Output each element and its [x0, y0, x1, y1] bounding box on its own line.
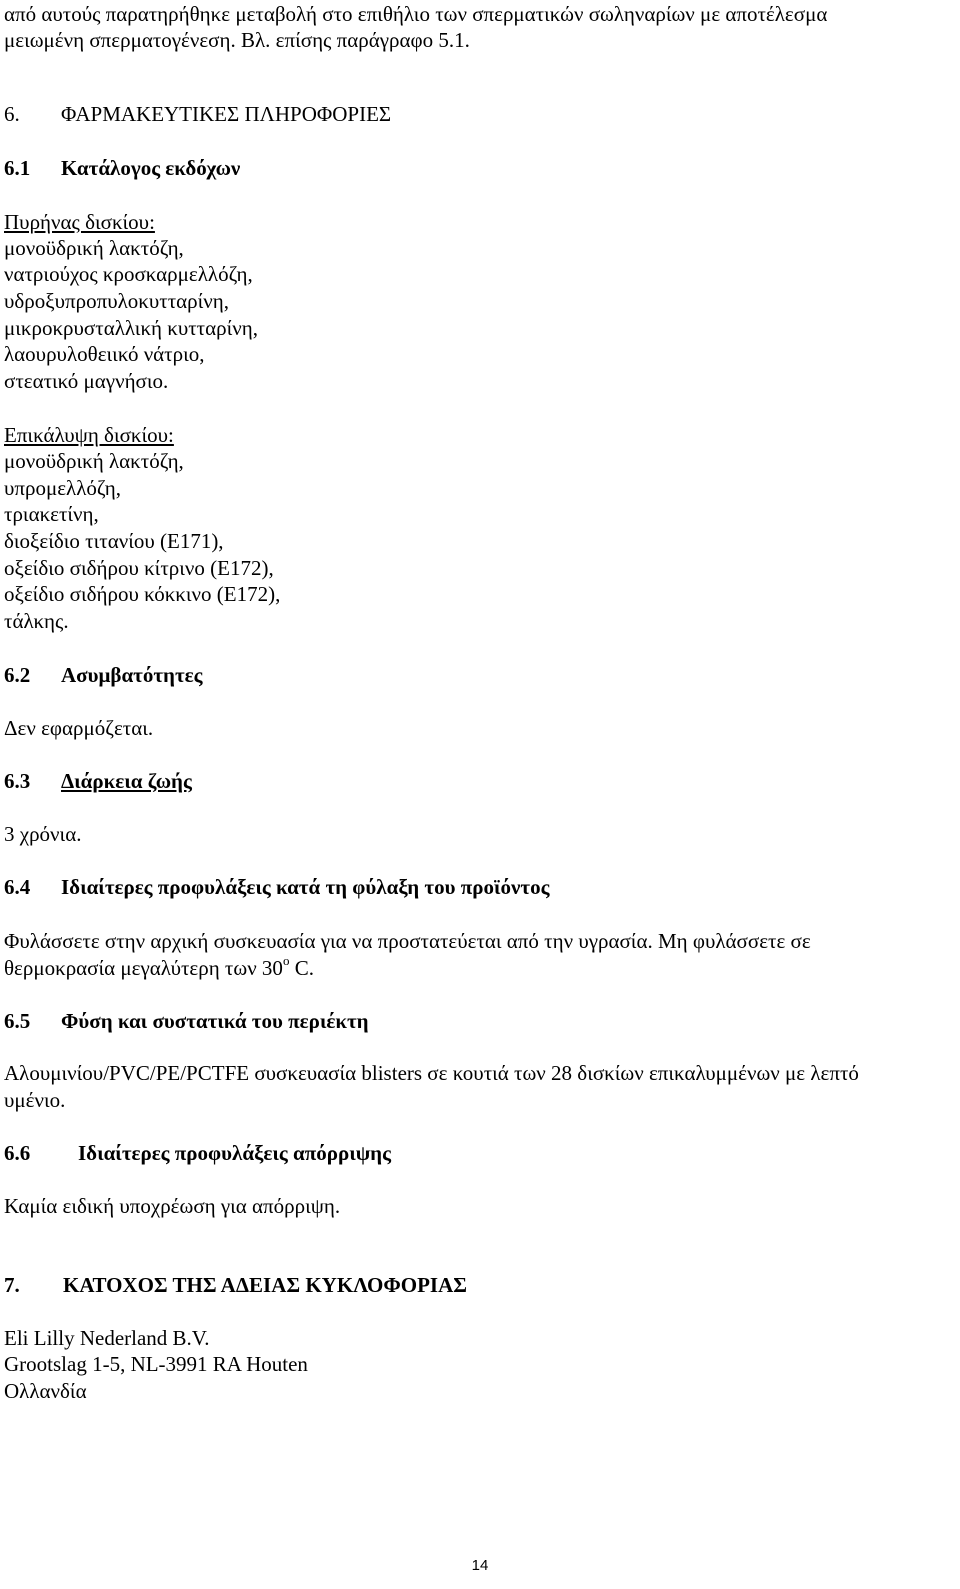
storage-text-main: θερμοκρασία μεγαλύτερη των 30 [4, 956, 283, 980]
subsection-6-5-heading [4, 1008, 369, 1035]
subsection-title: Ασυμβατότητες [61, 663, 203, 687]
address-line: Grootslag 1-5, NL-3991 RA Houten [4, 1352, 308, 1376]
list-item: τριακετίνη, [4, 502, 99, 526]
list-item: μονοϋδρική λακτόζη, [4, 236, 184, 260]
list-item: διοξείδιο τιτανίου (E171), [4, 529, 224, 553]
tablet-core-heading: Πυρήνας δισκίου: [4, 210, 155, 234]
storage-text-unit: C. [289, 956, 314, 980]
subsection-number: 6.2 [4, 663, 31, 687]
list-item: υδροξυπροπυλοκυτταρίνη, [4, 289, 230, 313]
list-item: μικροκρυσταλλική κυτταρίνη, [4, 316, 258, 340]
container-text-line-1: Αλουμινίου/PVC/PE/PCTFE συσκευασία blisters σε κουτιά των 28 δισκίων επικαλυμμένων με λεπτό [4, 1061, 859, 1085]
section-number: 7. [4, 1273, 20, 1297]
container-text-line-2: υμένιο. [4, 1088, 66, 1112]
storage-text-line-2 [4, 955, 314, 982]
list-item: υπρομελλόζη, [4, 476, 122, 500]
list-item: οξείδιο σιδήρου κίτρινο (E172), [4, 556, 274, 580]
disposal-text: Καμία ειδική υποχρέωση για απόρριψη. [4, 1194, 341, 1218]
address-line: Ολλανδία [4, 1379, 87, 1403]
subsection-title: Ιδιαίτερες προφυλάξεις απόρριψης [78, 1141, 391, 1165]
subsection-title: Φύση και συστατικά του περιέκτη [61, 1009, 369, 1033]
subsection-number: 6.5 [4, 1009, 31, 1033]
list-item: λαουρυλοθειικό νάτριο, [4, 342, 205, 366]
subsection-number: 6.1 [4, 156, 31, 180]
page-number: 14 [471, 1557, 489, 1574]
section-number: 6. [4, 102, 20, 126]
intro-line-2: μειωμένη σπερματογένεση. Βλ. επίσης παράγραφο 5.1. [4, 28, 470, 52]
section-title: ΦΑΡΜΑΚΕΥΤΙΚΕΣ ΠΛΗΡΟΦΟΡΙΕΣ [61, 102, 392, 126]
tablet-coating-heading: Επικάλυψη δισκίου: [4, 423, 174, 447]
section-6-heading [4, 101, 391, 128]
list-item: στεατικό μαγνήσιο. [4, 369, 169, 393]
list-item: νατριούχος κροσκαρμελλόζη, [4, 262, 253, 286]
subsection-title: Διάρκεια ζωής [61, 769, 192, 793]
subsection-6-4-heading [4, 874, 549, 901]
intro-line-1: από αυτούς παρατηρήθηκε μεταβολή στο επιθήλιο των σπερματικών σωληναρίων με αποτέλεσμα [4, 2, 828, 26]
subsection-6-3-heading [4, 768, 192, 795]
subsection-title: Κατάλογος εκδόχων [61, 156, 241, 180]
subsection-number: 6.4 [4, 875, 31, 899]
subsection-6-1-heading [4, 155, 240, 182]
section-7-heading [4, 1272, 467, 1299]
subsection-6-6-heading [4, 1140, 391, 1167]
list-item: μονοϋδρική λακτόζη, [4, 449, 184, 473]
degree-superscript: ο [282, 953, 290, 968]
subsection-number: 6.3 [4, 769, 31, 793]
list-item: τάλκης. [4, 609, 69, 633]
list-item: οξείδιο σιδήρου κόκκινο (E172), [4, 582, 281, 606]
subsection-number: 6.6 [4, 1141, 31, 1165]
subsection-6-2-heading [4, 662, 202, 689]
incompatibilities-text: Δεν εφαρμόζεται. [4, 716, 154, 740]
address-line: Eli Lilly Nederland B.V. [4, 1326, 210, 1350]
section-title: ΚΑΤΟΧΟΣ ΤΗΣ ΑΔΕΙΑΣ ΚΥΚΛΟΦΟΡΙΑΣ [63, 1273, 467, 1297]
shelf-life-text: 3 χρόνια. [4, 822, 82, 846]
subsection-title: Ιδιαίτερες προφυλάξεις κατά τη φύλαξη του προϊόντος [61, 875, 550, 899]
storage-text-line-1: Φυλάσσετε στην αρχική συσκευασία για να προστατεύεται από την υγρασία. Μη φυλάσσετε σε [4, 929, 811, 953]
